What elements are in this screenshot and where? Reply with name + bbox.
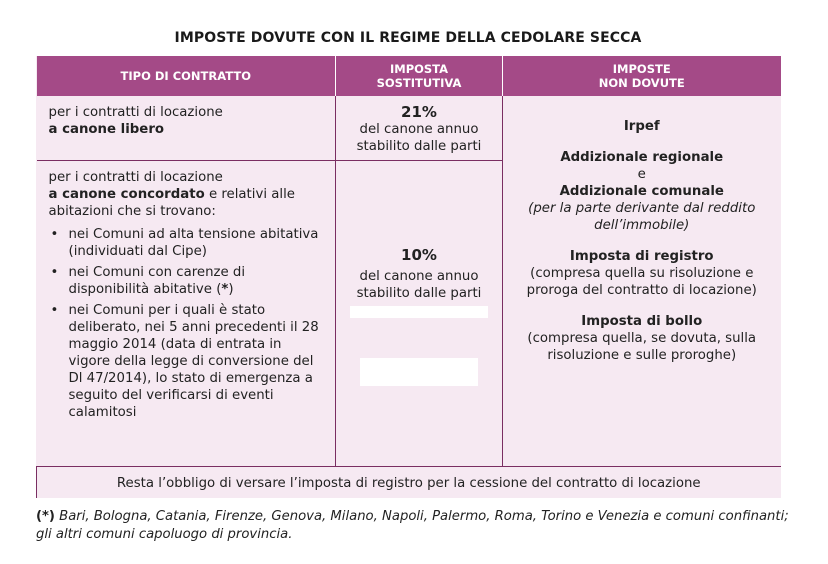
agreed-rent-label: a canone concordato bbox=[48, 187, 205, 202]
redaction-block bbox=[350, 306, 488, 318]
and-label: e bbox=[637, 167, 646, 182]
housing-shortage-close: ) bbox=[228, 282, 234, 297]
municipality-list bbox=[49, 226, 326, 421]
registration-tax-label: Imposta di registro bbox=[569, 249, 714, 264]
free-rent-text: per i contratti di locazione bbox=[48, 105, 223, 120]
rate-21: 21% bbox=[401, 103, 437, 121]
footer-note: Resta l’obbligo di versare l’imposta di registro per la cessione del contratto di locazione bbox=[37, 467, 781, 499]
rate-10-desc-1: del canone annuo bbox=[359, 269, 479, 284]
footnote-text: Bari, Bologna, Catania, Firenze, Genova, Milano, Napoli, Palermo, Roma, Torino e Venezia e comuni confinanti; gli altri comuni capoluogo di provincia. bbox=[36, 509, 789, 542]
agreed-rent-intro: per i contratti di locazione bbox=[48, 170, 223, 185]
tax-table bbox=[36, 56, 781, 498]
rate-21-desc-1: del canone annuo bbox=[359, 122, 479, 137]
asterisk-mark: * bbox=[221, 282, 229, 297]
list-item-high-tension: • nei Comuni ad alta tensione abitativa (individuati dal Cipe) bbox=[69, 226, 326, 260]
regional-surcharge-label: Addizionale regionale bbox=[560, 150, 724, 165]
table-title: IMPOSTE DOVUTE CON IL REGIME DELLA CEDOLARE SECCA bbox=[174, 30, 642, 46]
rate-10-desc-2: stabilito dalle parti bbox=[356, 286, 482, 301]
stamp-duty-note: (compresa quella, se dovuta, sulla risoluzione e sulle proroghe) bbox=[527, 331, 757, 363]
housing-shortage-text: nei Comuni con carenze di disponibilità abitative ( bbox=[68, 265, 246, 297]
taxes-not-due-cell bbox=[503, 96, 781, 467]
rate-21-desc-2: stabilito dalle parti bbox=[356, 139, 482, 154]
registration-tax-note: (compresa quella su risoluzione e proroga del contratto di locazione) bbox=[526, 266, 757, 298]
contract-agreed-rent-cell bbox=[37, 161, 336, 467]
header-taxes-not-due bbox=[503, 56, 781, 96]
contract-free-rent-cell bbox=[37, 96, 336, 161]
footer-row bbox=[37, 467, 781, 499]
header-substitute-tax-line1: IMPOSTA bbox=[389, 62, 449, 76]
footnote bbox=[36, 508, 796, 544]
header-taxes-not-due-line1: IMPOSTE bbox=[612, 62, 671, 76]
redaction-block bbox=[360, 358, 478, 386]
agreed-rent-desc bbox=[49, 186, 326, 220]
municipal-surcharge-label: Addizionale comunale bbox=[559, 184, 724, 199]
header-taxes-not-due-line2: NON DOVUTE bbox=[598, 76, 685, 90]
list-item-housing-shortage bbox=[69, 264, 326, 298]
free-rent-label: a canone libero bbox=[48, 122, 165, 137]
header-substitute-tax bbox=[336, 56, 503, 96]
rate-10-cell bbox=[336, 161, 503, 467]
irpef-label: Irpef bbox=[623, 119, 660, 134]
header-contract-type: TIPO DI CONTRATTO bbox=[37, 56, 336, 96]
header-row bbox=[37, 56, 781, 96]
list-item-emergency: • nei Comuni per i quali è stato deliberato, nei 5 anni precedenti il 28 maggio 2014 (data di entrata in vigore della legge di conversione del Dl 47/2014), lo stato di emergenza a seguito del verificarsi di eventi calamitosi bbox=[69, 302, 326, 421]
row-canone-libero bbox=[37, 96, 781, 161]
rate-21-cell bbox=[336, 96, 503, 161]
header-substitute-tax-line2: SOSTITUTIVA bbox=[376, 76, 462, 90]
agreed-rent-rest: e relativi alle abitazioni che si trovano: bbox=[48, 187, 295, 219]
stamp-duty-label: Imposta di bollo bbox=[581, 314, 703, 329]
footnote-mark: (*) bbox=[36, 509, 55, 524]
surcharge-note: (per la parte derivante dal reddito dell’immobile) bbox=[528, 201, 756, 233]
rate-10: 10% bbox=[401, 246, 437, 264]
